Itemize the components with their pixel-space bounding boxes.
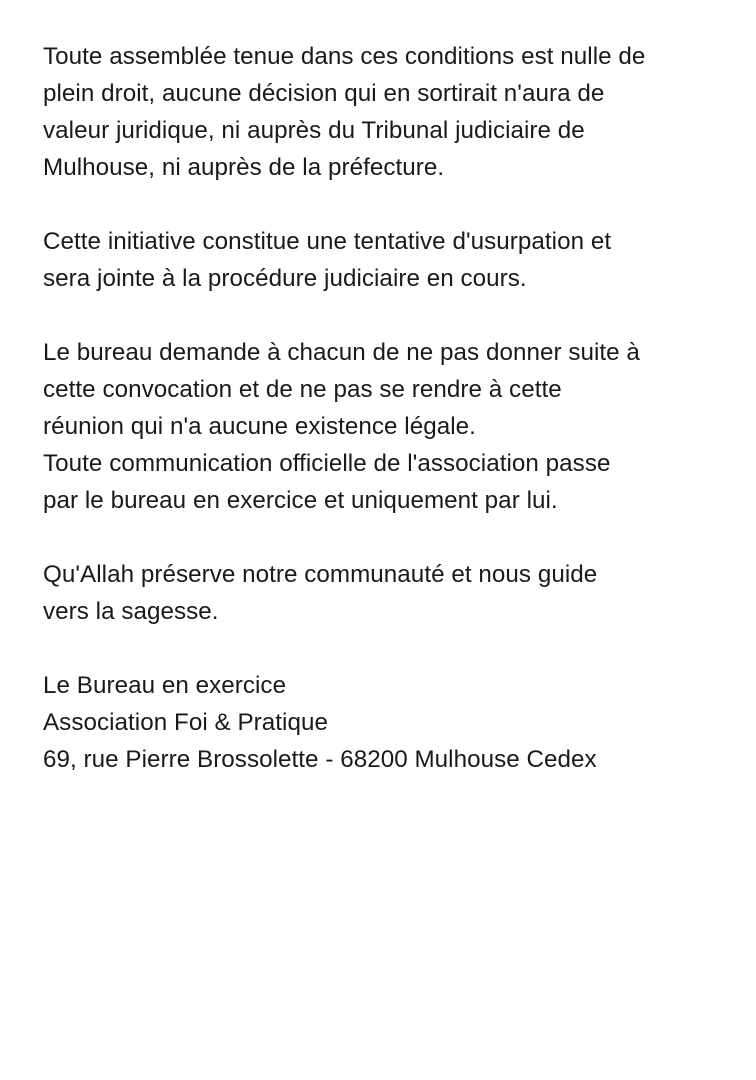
signature-association: Association Foi & Pratique — [43, 709, 328, 736]
signature-address: 69, rue Pierre Brossolette - 68200 Mulhouse Cedex — [43, 746, 597, 773]
signature-bureau: Le Bureau en exercice — [43, 672, 287, 699]
text-line: Toute communication officielle de l'association passe — [43, 450, 611, 477]
text-line: par le bureau en exercice et uniquement par lui. — [43, 487, 558, 514]
text-line: plein droit, aucune décision qui en sortirait n'aura de — [43, 80, 605, 107]
text-line: sera jointe à la procédure judiciaire en cours. — [43, 265, 527, 292]
document-body — [43, 38, 733, 778]
text-line: Cette initiative constitue une tentative d'usurpation et — [43, 228, 612, 255]
text-line: cette convocation et de ne pas se rendre à cette — [43, 376, 562, 403]
text-line: Qu'Allah préserve notre communauté et nous guide — [43, 561, 598, 588]
paragraph-usurpation — [43, 223, 733, 297]
text-line: vers la sagesse. — [43, 598, 219, 625]
text-line: réunion qui n'a aucune existence légale. — [43, 413, 476, 440]
paragraph-nullity — [43, 38, 733, 186]
text-line: Mulhouse, ni auprès de la préfecture. — [43, 154, 445, 181]
paragraph-communication — [43, 445, 733, 519]
text-line: valeur juridique, ni auprès du Tribunal judiciaire de — [43, 117, 585, 144]
text-line: Toute assemblée tenue dans ces conditions est nulle de — [43, 43, 646, 70]
paragraph-request — [43, 334, 733, 445]
paragraph-blessing — [43, 556, 733, 630]
text-line: Le bureau demande à chacun de ne pas donner suite à — [43, 339, 640, 366]
signature-block — [43, 667, 733, 778]
